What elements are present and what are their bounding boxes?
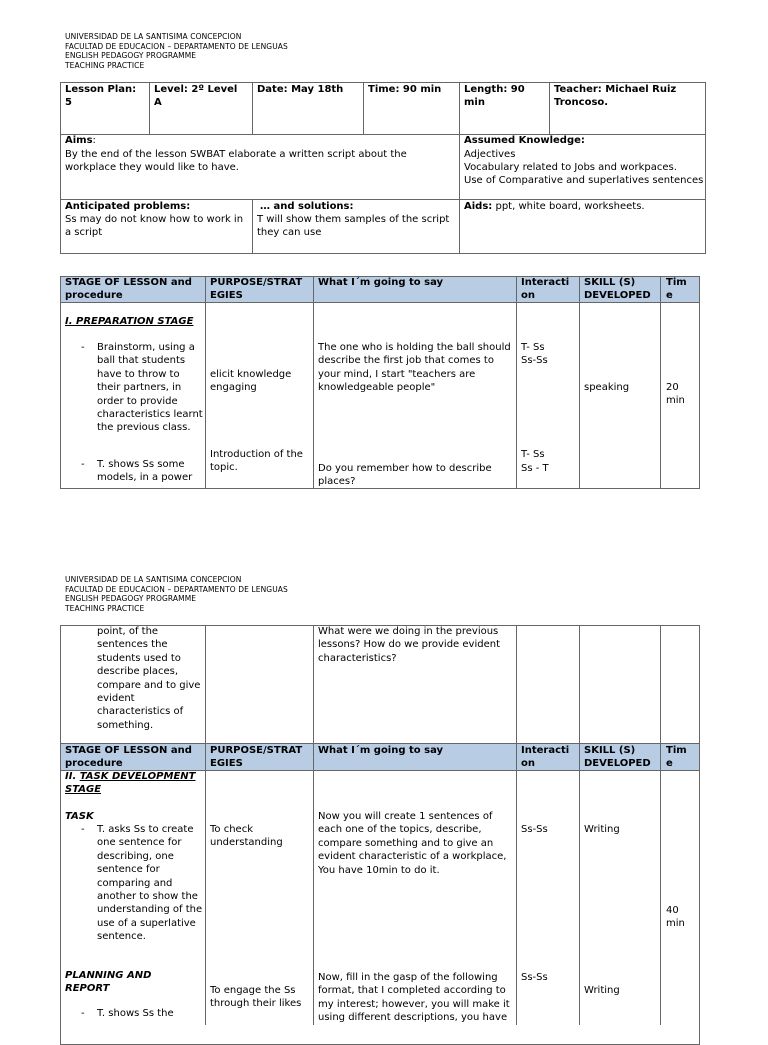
col-purpose: PURPOSE/STRAT EGIES	[210, 745, 303, 770]
task-label: TASK	[65, 811, 94, 822]
planning-procedure	[81, 1007, 203, 1020]
interaction-2a: T- Ss	[521, 449, 545, 460]
bullet-brainstorm: - Brainstorm, using a ball that students have to throw to their partners, in order to provide characteristics learnt the previous class.	[81, 341, 203, 435]
aids-text: ppt, white board, worksheets.	[495, 201, 645, 212]
task-procedure	[81, 823, 203, 944]
planning-bullet: - T. shows Ss the	[81, 1007, 203, 1020]
task-interaction: Ss-Ss	[521, 824, 548, 835]
procedure-bullet	[81, 458, 203, 485]
teacher: Teacher: Michael Ruiz Troncoso.	[554, 84, 677, 109]
col-interaction: Interacti on	[521, 277, 570, 302]
col-time: Tim e	[666, 277, 687, 302]
knowledge-label: Assumed Knowledge:	[464, 135, 585, 146]
planning-purpose: To engage the Ss through their likes	[210, 985, 302, 1010]
bullet-models: - T. shows Ss some models, in a power	[81, 458, 203, 485]
task-bullet: - T. asks Ss to create one sentence for describing, one sentence for comparing and another to show the understanding of the use of a superlative sentence.	[81, 823, 203, 944]
purpose-2: Introduction of the topic.	[210, 449, 303, 474]
col-interaction: Interacti on	[521, 745, 570, 770]
problems-text: Ss may do not know how to work in a script	[65, 214, 244, 239]
header-line: FACULTAD DE EDUCACION – DEPARTAMENTO DE LENGUAS	[65, 584, 288, 594]
aids-label: Aids:	[464, 201, 493, 212]
aims-heading: Aims:	[65, 135, 96, 146]
stage-prefix: II.	[65, 771, 77, 782]
institution-header-page2	[65, 575, 288, 613]
header-line: UNIVERSIDAD DE LA SANTISIMA CONCEPCION	[65, 32, 242, 41]
col-say: What I´m going to say	[318, 745, 444, 756]
col-time: Tim e	[666, 745, 687, 770]
aids	[464, 200, 645, 213]
task-skill: Writing	[584, 824, 620, 835]
say-2: Do you remember how to describe places?	[318, 463, 492, 488]
skill-1: speaking	[584, 382, 630, 393]
knowledge-line: Use of Comparative and superlatives sentences	[464, 175, 704, 186]
interaction-1b: Ss-Ss	[521, 355, 548, 366]
time-1: 20 min	[666, 382, 685, 407]
procedure-bullet	[81, 341, 203, 435]
knowledge-line: Vocabulary related to Jobs and workpaces.	[464, 162, 677, 173]
planning-skill: Writing	[584, 985, 620, 996]
col-skill: SKILL (S) DEVELOPED	[584, 277, 651, 302]
length: Length: 90 min	[464, 84, 525, 109]
date: Date: May 18th	[257, 84, 344, 95]
header-line: ENGLISH PEDAGOGY PROGRAMME	[65, 51, 197, 61]
header-line: FACULTAD DE EDUCACION – DEPARTAMENTO DE LENGUAS	[65, 41, 288, 51]
continued-procedure: point, of the sentences the students used to describe places, compare and to give evident characteristics of something.	[97, 626, 201, 731]
aims-label: Aims	[65, 135, 93, 146]
interaction-2b: Ss - T	[521, 463, 549, 474]
stage-title-2	[65, 770, 201, 797]
interaction-1a: T- Ss	[521, 342, 545, 353]
planning-interaction: Ss-Ss	[521, 972, 548, 983]
header-line: ENGLISH PEDAGOGY PROGRAMME	[65, 594, 197, 604]
stage-title-text: TASK DEVELOPMENT STAGE	[65, 771, 196, 796]
solutions-label: … and solutions:	[260, 201, 354, 212]
col-say: What I´m going to say	[318, 277, 444, 288]
purpose-1: elicit knowledge engaging	[210, 369, 292, 394]
header-line: TEACHING PRACTICE	[65, 60, 145, 70]
problems-label: Anticipated problems:	[65, 201, 191, 212]
task-say: Now you will create 1 sentences of each one of the topics, describe, compare something and to give an evident characteristic of a workplace, You have 10min to do it.	[318, 811, 507, 876]
col-stage: STAGE OF LESSON and procedure	[65, 745, 192, 770]
planning-say: Now, fill in the gasp of the following format, that I completed according to my interest; however, you will make it using different descriptions, you have	[318, 972, 510, 1024]
col-purpose: PURPOSE/STRAT EGIES	[210, 277, 303, 302]
time: Time: 90 min	[368, 84, 442, 95]
lesson-plan: Lesson Plan: 5	[65, 84, 137, 109]
task-time: 40 min	[666, 905, 685, 930]
planning-label: PLANNING AND REPORT	[65, 970, 152, 995]
stage-title: I. PREPARATION STAGE	[65, 316, 194, 327]
col-stage: STAGE OF LESSON and procedure	[65, 277, 192, 302]
level: Level: 2º Level A	[154, 84, 238, 109]
col-skill: SKILL (S) DEVELOPED	[584, 745, 651, 770]
task-purpose: To check understanding	[210, 824, 283, 849]
solutions-text: T will show them samples of the script they can use	[257, 214, 450, 239]
knowledge-line: Adjectives	[464, 149, 516, 160]
institution-header	[65, 32, 288, 70]
header-line: TEACHING PRACTICE	[65, 603, 145, 613]
continued-say: What were we doing in the previous lessons? How do we provide evident characteristics?	[318, 626, 500, 664]
say-1: The one who is holding the ball should describe the first job that comes to your mind, I start "teachers are knowledgeable people"	[318, 342, 511, 394]
aims-text: By the end of the lesson SWBAT elaborate a written script about the workplace they would like to have.	[65, 149, 407, 174]
header-line: UNIVERSIDAD DE LA SANTISIMA CONCEPCION	[65, 575, 242, 584]
